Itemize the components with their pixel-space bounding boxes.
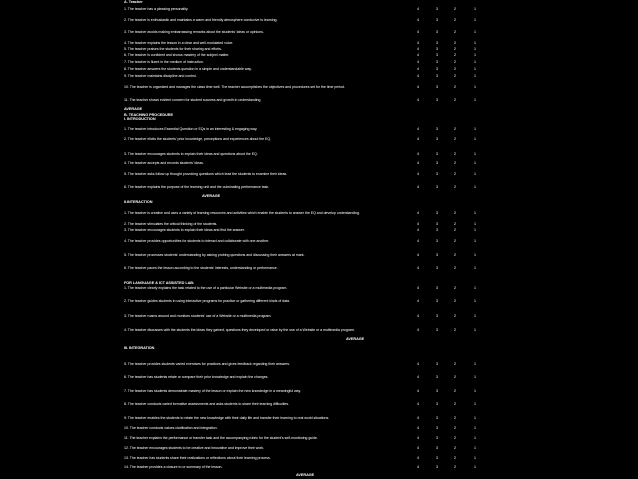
rating-option[interactable]: 4 [417,98,419,102]
rating-option[interactable]: 3 [436,59,438,64]
criterion-text: 2. The teacher is enthusiastic and maintains a warm and friendly atmosphere conducive to learning. [124,18,278,22]
rating-option[interactable]: 2 [454,425,456,430]
rating-option[interactable]: 2 [454,266,456,270]
rating-option[interactable]: 1 [474,137,476,141]
rating-option[interactable]: 1 [474,47,476,51]
rating-option[interactable]: 2 [454,18,456,22]
rating-option[interactable]: 2 [454,435,456,440]
rating-option[interactable]: 3 [436,375,438,379]
rating-option[interactable]: 3 [436,73,438,78]
rating-option[interactable]: 1 [474,238,476,243]
criterion-text: 4. The teacher discusses with the students the ideas they gained, questions they developed or raise by the use of a Website or a multimedia program. [124,327,355,332]
rating-option[interactable]: 3 [436,210,438,215]
rating-option[interactable]: 2 [454,30,456,34]
criterion-text: 7. The teacher has students demonstrate mastery of the lesson or explain the new knowledge in a meaningful way. [124,389,301,393]
rating-option[interactable]: 3 [436,456,438,460]
criterion-text: 9. The teacher enables the students to relate the new knowledge with their daily life and transfer their learning to real world situations. [124,416,330,420]
rating-option[interactable]: 2 [454,456,456,460]
rating-option[interactable]: 4 [417,18,419,22]
rating-option[interactable]: 4 [417,425,419,430]
rating-option[interactable]: 4 [417,416,419,420]
criterion-text: 2. The teacher stimulates the critical thinking of the students. [124,222,218,226]
rating-option[interactable]: 1 [474,127,476,131]
rating-option[interactable]: 4 [417,314,419,318]
rating-option[interactable]: 4 [417,446,419,450]
rating-option[interactable]: 2 [454,416,456,420]
section-heading-integration: III. INTEGRATION [124,346,155,350]
rating-option[interactable]: 1 [474,172,476,176]
rating-option[interactable]: 1 [474,73,476,78]
rating-option[interactable]: 2 [454,152,456,156]
rating-option[interactable]: 4 [417,222,419,226]
rating-option[interactable]: 4 [417,456,419,460]
section-heading-interaction: II.INTERACTION [124,200,153,204]
section-heading-procedure: B. TEACHING PROCEDURE [124,112,173,117]
average-label: AVERAGE [346,337,365,341]
rating-option[interactable]: 2 [454,252,456,257]
rating-option[interactable]: 4 [417,47,419,51]
rating-option[interactable]: 2 [454,160,456,165]
rating-option[interactable]: 2 [454,228,456,232]
rating-option[interactable]: 1 [474,210,476,215]
rating-option[interactable]: 4 [417,327,419,332]
rating-option[interactable]: 2 [454,7,456,11]
rating-option[interactable]: 2 [454,137,456,141]
rating-option[interactable]: 3 [436,172,438,176]
rating-option[interactable]: 4 [417,252,419,257]
rating-option[interactable]: 4 [417,67,419,71]
rating-option[interactable]: 3 [436,266,438,270]
rating-option[interactable]: 2 [454,285,456,290]
criterion-text: 6. The teacher paces the lesson according to the students' interests, understanding or performance. [124,266,278,270]
section-heading-introduction: I. INTRODUCTION [124,117,156,121]
average-label: AVERAGE [296,472,315,477]
rating-option[interactable]: 2 [454,184,456,189]
rating-option[interactable]: 4 [417,152,419,156]
rating-option[interactable]: 2 [454,327,456,332]
rating-option[interactable]: 1 [474,41,476,45]
rating-option[interactable]: 4 [417,84,419,89]
criterion-text: 8. The teacher conducts varied formative assessments and asks students to share their learning difficulties. [124,401,290,406]
rating-option[interactable]: 3 [436,298,438,303]
rating-option[interactable]: 3 [436,184,438,189]
rating-option[interactable]: 1 [474,152,476,156]
section-heading-teacher: A. Teacher [124,0,143,4]
rating-option[interactable]: 1 [474,98,476,102]
rating-option[interactable]: 1 [474,30,476,34]
rating-option[interactable]: 3 [436,416,438,420]
rating-option[interactable]: 3 [436,446,438,450]
rating-option[interactable]: 3 [436,222,438,226]
rating-option[interactable]: 4 [417,160,419,165]
rating-option[interactable]: 3 [436,84,438,89]
rating-option[interactable]: 3 [436,41,438,45]
rating-option[interactable]: 1 [474,425,476,430]
rating-option[interactable]: 4 [417,389,419,393]
criterion-text: 3. The teacher encourages students to explain their ideas and questions about the EQ. [124,152,258,156]
rating-option[interactable]: 2 [454,59,456,64]
rating-option[interactable]: 4 [417,127,419,131]
criterion-text: 4. The teacher explains the lesson in a clear and well-modulated voice. [124,41,234,45]
rating-option[interactable]: 2 [454,67,456,71]
rating-option[interactable]: 3 [436,425,438,430]
rating-option[interactable]: 1 [474,266,476,270]
rating-option[interactable]: 3 [436,160,438,165]
rating-option[interactable]: 4 [417,172,419,176]
rating-option[interactable]: 4 [417,59,419,64]
rating-option[interactable]: 3 [436,285,438,290]
rating-option[interactable]: 2 [454,41,456,45]
rating-option[interactable]: 3 [436,67,438,71]
rating-option[interactable]: 4 [417,401,419,406]
criterion-text: 1. The teacher introduces Essential Question or EQs in an interesting & engaging way. [124,127,258,131]
rating-option[interactable]: 3 [436,401,438,406]
criterion-text: 2. The teacher elicits the students' prior knowledge, preceptions and experiences about the EQ. [124,137,272,141]
rating-option[interactable]: 3 [436,137,438,141]
rating-option[interactable]: 1 [474,160,476,165]
rating-option[interactable]: 1 [474,252,476,257]
rating-option[interactable]: 2 [454,98,456,102]
rating-option[interactable]: 3 [436,98,438,102]
rating-option[interactable]: 4 [417,228,419,232]
rating-option[interactable]: 2 [454,389,456,393]
rating-option[interactable]: 4 [417,435,419,440]
rating-option[interactable]: 3 [436,152,438,156]
rating-option[interactable]: 2 [454,298,456,303]
criterion-text: 2. The teacher guides students in using interactive programs for practice or gathering different kinds of data. [124,298,290,303]
criterion-text: 1. The teacher clearly explains the task related to the use of a particular Website or a multimedia program. [124,285,288,290]
rating-option[interactable]: 4 [417,298,419,303]
rating-option[interactable]: 4 [417,53,419,57]
criterion-text: 9. The teacher maintains discipline and control. [124,73,197,78]
rating-option[interactable]: 4 [417,137,419,141]
rating-option[interactable]: 3 [436,228,438,232]
section-heading-lab: FOR LANGUAGE & ICT ASSISTED LAB: [124,280,195,285]
rating-option[interactable]: 1 [474,456,476,460]
average-label: AVERAGE [202,193,221,198]
rating-option[interactable]: 3 [436,327,438,332]
rating-option[interactable]: 1 [474,465,476,469]
criterion-text: 12. The teacher encourages students to be creative and innovative and improve their work. [124,446,265,450]
rating-option[interactable]: 4 [417,41,419,45]
criterion-text: 10. The teacher is organized and manages the class time well. The teacher accomplishes the objectives and procedures set for the time period. [124,84,345,89]
rating-option[interactable]: 2 [454,362,456,366]
criterion-text: 14. The teacher provides a closure to or summary of the lesson. [124,465,223,469]
rating-option[interactable]: 1 [474,84,476,89]
criterion-text: 8. The teacher answers the students question in a simple and understandable way. [124,67,252,71]
rating-option[interactable]: 1 [474,7,476,11]
rating-option[interactable]: 1 [474,327,476,332]
rating-option[interactable]: 2 [454,401,456,406]
rating-option[interactable]: 3 [436,435,438,440]
rating-option[interactable]: 4 [417,184,419,189]
rating-option[interactable]: 2 [454,314,456,318]
rating-option[interactable]: 1 [474,375,476,379]
criterion-text: 5. The teacher provides students varied exercises for practices and gives feedback regarding their answers. [124,362,290,366]
rating-option[interactable]: 3 [436,30,438,34]
rating-option[interactable]: 2 [454,73,456,78]
rating-option[interactable]: 3 [436,127,438,131]
rating-option[interactable]: 3 [436,389,438,393]
criterion-text: 10. The teacher conducts values clarification and integration. [124,425,218,430]
rating-option[interactable]: 1 [474,362,476,366]
rating-option[interactable]: 2 [454,222,456,226]
rating-option[interactable]: 4 [417,362,419,366]
rating-option[interactable]: 3 [436,7,438,11]
criterion-text: 5. The teacher processes students' understanding by asking probing questions and discussing their answers at mark. [124,252,305,257]
rating-option[interactable]: 3 [436,465,438,469]
rating-option[interactable]: 1 [474,389,476,393]
criterion-text: 7. The teacher is fluent in the medium of instruction. [124,59,204,64]
criterion-text: 11. The teacher explains the performance or transfer task and the accompanying rubric for the student's self-monitoring guide. [124,435,318,440]
criterion-text: 3. The teacher roams around and monitors students' use of a Website or a multimedia program. [124,314,272,318]
criterion-text: 3. The teacher encourages students to explain their ideas and find the answer. [124,228,245,232]
rating-option[interactable]: 1 [474,401,476,406]
criterion-text: 1. The teacher is creative and uses a variety of learning resources and activities which enable the students to answer the EQ and develop understanding. [124,210,360,215]
rating-option[interactable]: 3 [436,18,438,22]
criterion-text: 4. The teacher provides opportunities for students to interact and collaborate with one another. [124,238,269,243]
rating-option[interactable]: 1 [474,222,476,226]
criterion-text: 3. The teacher avoids making embarrassing remarks about the students' ideas or opinions. [124,30,264,34]
rating-option[interactable]: 2 [454,47,456,51]
rating-option[interactable]: 3 [436,47,438,51]
rating-option[interactable]: 2 [454,210,456,215]
rating-option[interactable]: 2 [454,465,456,469]
rating-option[interactable]: 3 [436,252,438,257]
rating-option[interactable]: 1 [474,416,476,420]
rating-option[interactable]: 3 [436,238,438,243]
rating-option[interactable]: 1 [474,18,476,22]
rating-option[interactable]: 1 [474,285,476,290]
rating-option[interactable]: 1 [474,53,476,57]
criterion-text: 1. The teacher has a pleasing personality. [124,7,189,11]
rating-option[interactable]: 4 [417,30,419,34]
rating-option[interactable]: 1 [474,314,476,318]
criterion-text: 6. The teacher is confident and shows mastery of the subject matter. [124,53,230,57]
rating-option[interactable]: 1 [474,67,476,71]
criterion-text: 11. The teacher shows evident concern for student success and growth in understanding [124,98,261,102]
rating-option[interactable]: 2 [454,238,456,243]
rating-option[interactable]: 3 [436,314,438,318]
rating-option[interactable]: 2 [454,375,456,379]
rating-option[interactable]: 4 [417,375,419,379]
rating-option[interactable]: 2 [454,446,456,450]
criterion-text: 6. The teacher explains the purpose of the learning unit and the culminating performance task. [124,184,270,189]
rating-option[interactable]: 1 [474,228,476,232]
criterion-text: 5. The teacher asks follow up thought provoking questions which lead the students to examine their ideas. [124,172,288,176]
rating-option[interactable]: 4 [417,210,419,215]
rating-option[interactable]: 1 [474,446,476,450]
rating-option[interactable]: 2 [454,172,456,176]
rating-option[interactable]: 4 [417,465,419,469]
rating-option[interactable]: 2 [454,127,456,131]
rating-option[interactable]: 1 [474,298,476,303]
rating-option[interactable]: 4 [417,285,419,290]
rating-option[interactable]: 1 [474,184,476,189]
rating-option[interactable]: 2 [454,84,456,89]
rating-option[interactable]: 4 [417,73,419,78]
rating-option[interactable]: 1 [474,435,476,440]
average-label: AVERAGE [124,107,143,111]
criterion-text: 13. The teacher has students share their realizations or reflections about their learning process. [124,456,271,460]
rating-option[interactable]: 1 [474,59,476,64]
rating-option[interactable]: 4 [417,266,419,270]
rating-option[interactable]: 2 [454,53,456,57]
rating-option[interactable]: 3 [436,362,438,366]
criterion-text: 5. The teacher praises the students for their sharing and efforts. [124,47,222,51]
criterion-text: 6. The teacher has students relate or compare their prior knowledge and explain the changes. [124,375,269,379]
rating-option[interactable]: 4 [417,7,419,11]
rating-option[interactable]: 4 [417,238,419,243]
criterion-text: 4. The teacher accepts and records students' ideas. [124,160,204,165]
rating-option[interactable]: 3 [436,53,438,57]
